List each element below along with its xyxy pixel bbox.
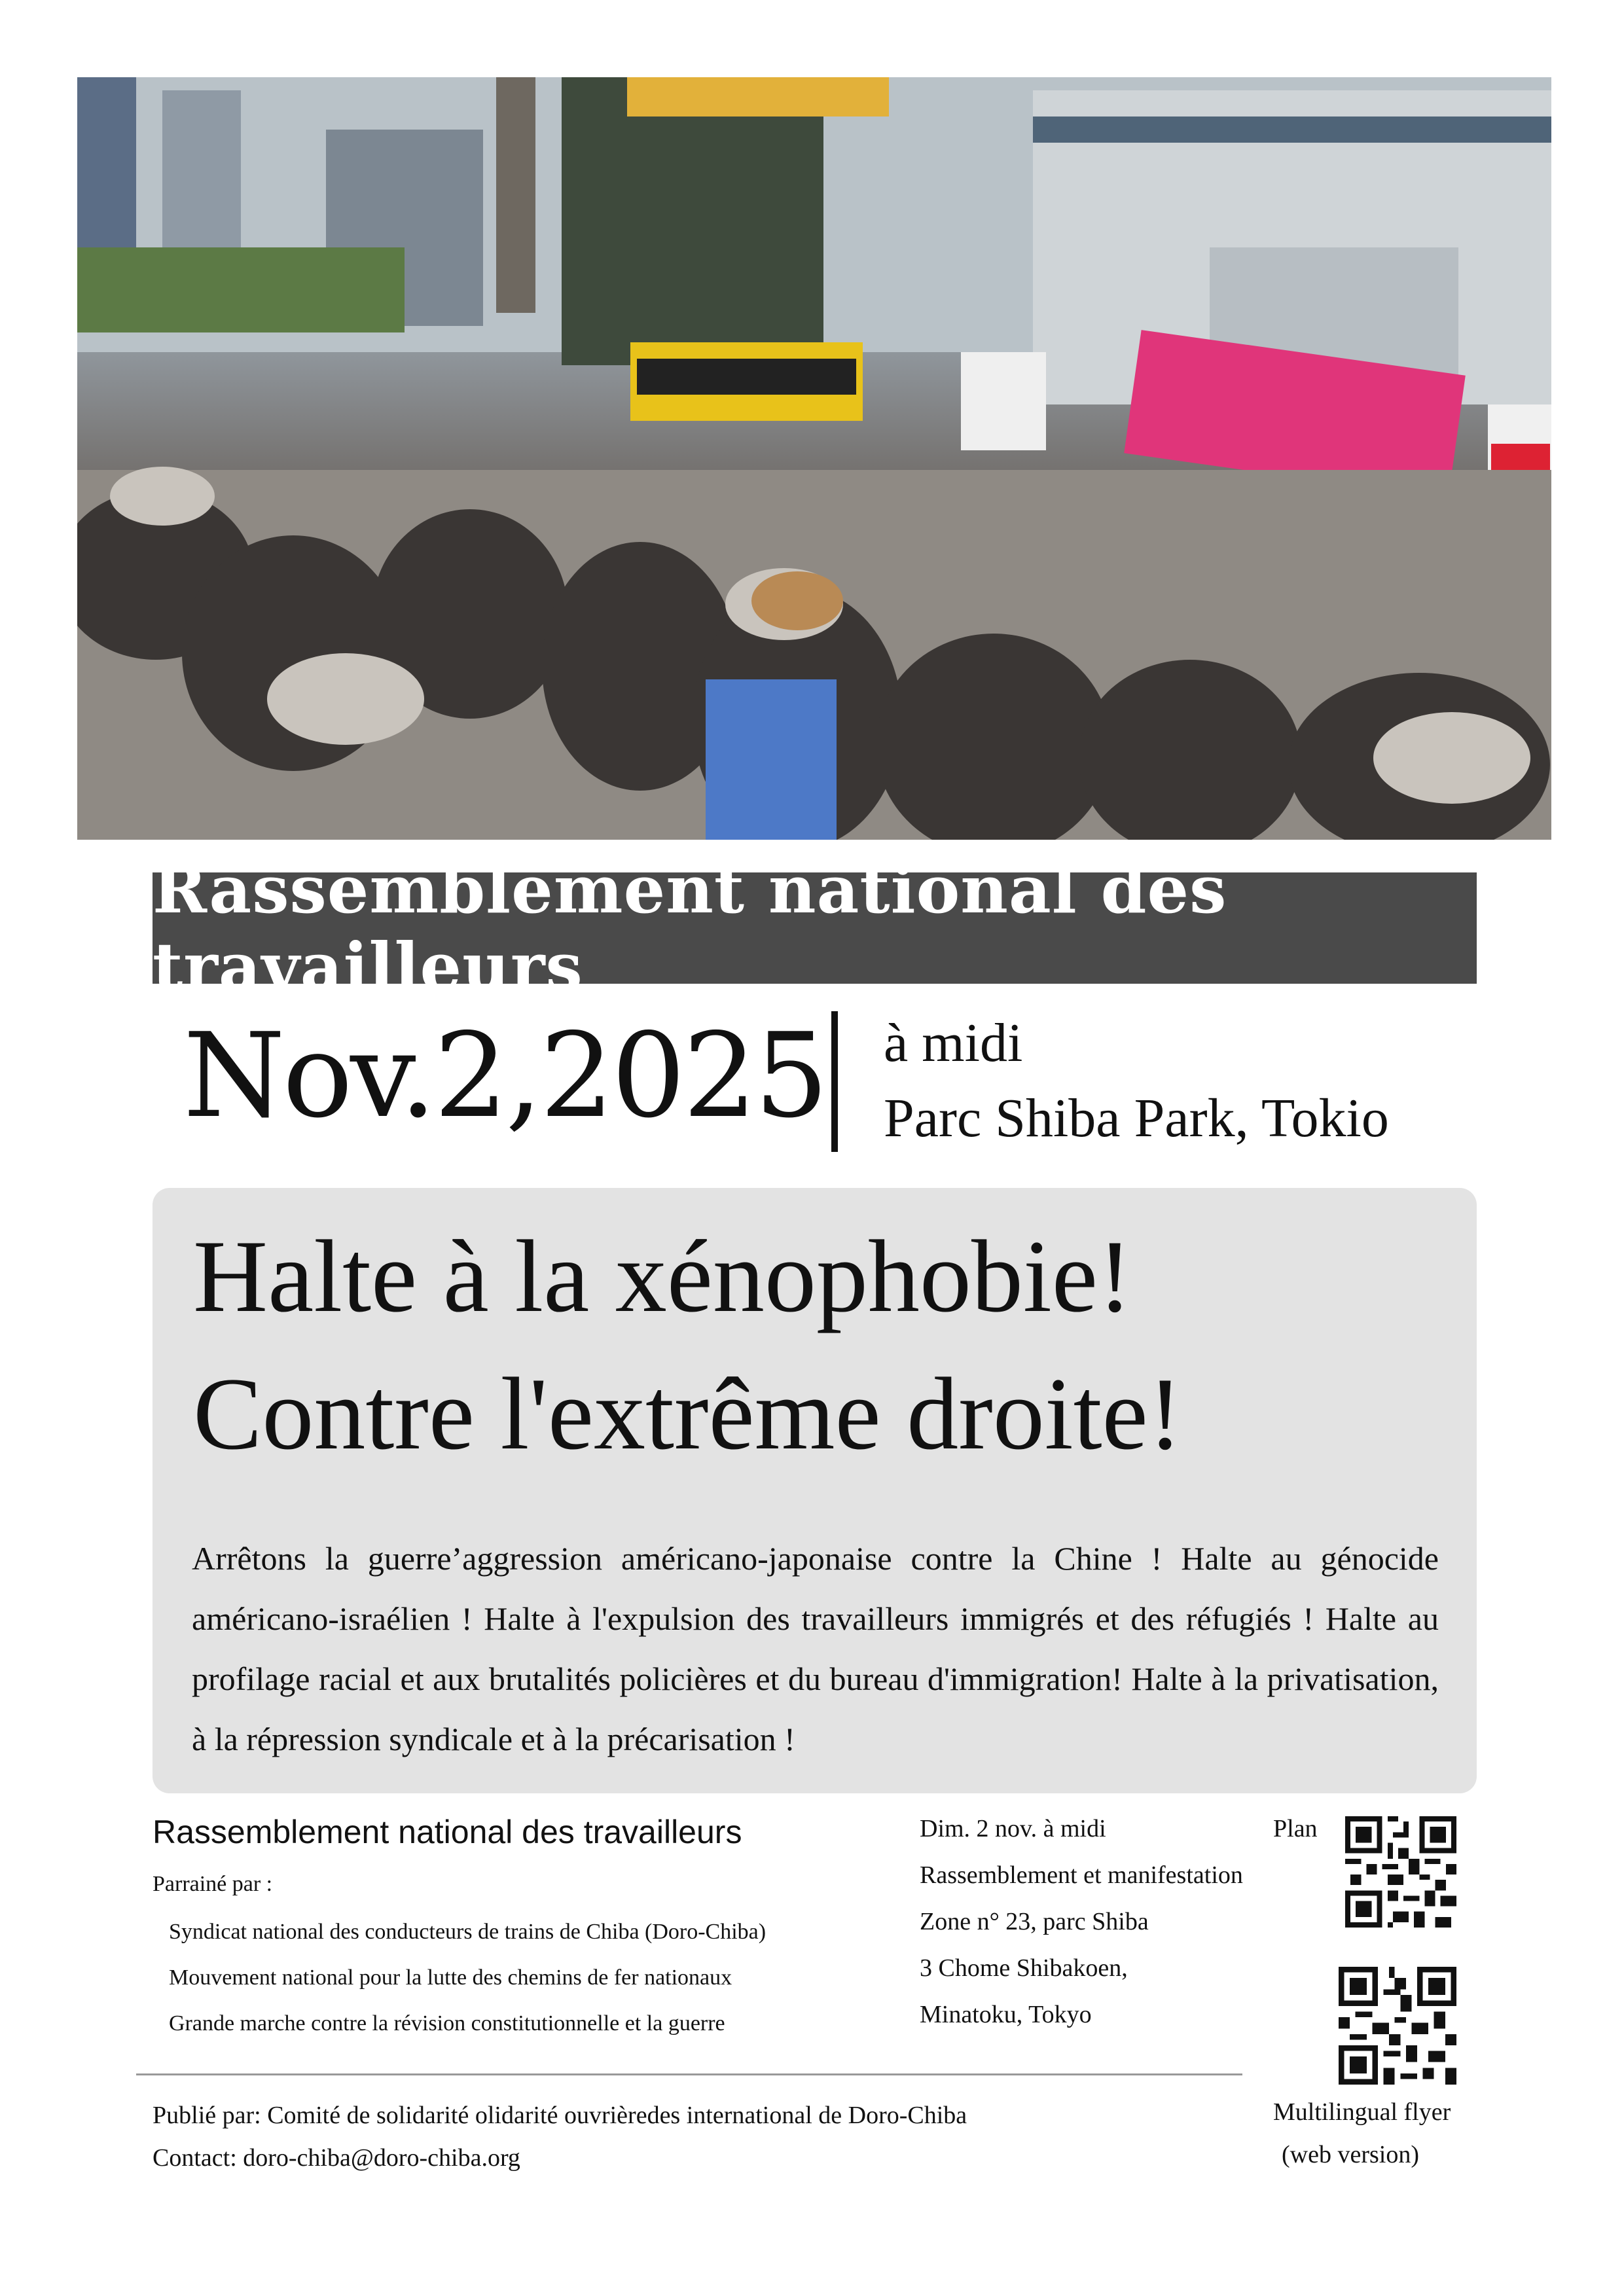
detail-line: Rassemblement et manifestation bbox=[920, 1861, 1243, 1889]
detail-line: 3 Chome Shibakoen, bbox=[920, 1954, 1128, 1982]
sponsor-item: Grande marche contre la révision constitutionnelle et la guerre bbox=[169, 2011, 725, 2036]
event-time: à midi bbox=[884, 1013, 1023, 1073]
title-bar bbox=[153, 851, 1477, 1005]
map-qr-code[interactable] bbox=[1345, 1816, 1456, 1928]
event-date: Nov.2,2025 bbox=[183, 1008, 826, 1143]
flyer-qr-code[interactable] bbox=[1339, 1967, 1456, 2085]
event-place: Parc Shiba Park, Tokio bbox=[884, 1088, 1389, 1149]
sponsor-label: Parrainé par : bbox=[153, 1872, 273, 1896]
demands-text: Arrêtons la guerre’aggression américano-japonaise contre la Chine ! Halte au génocide américano-israélien ! Halte à l'expulsion des travailleurs immigrés et des réfugiés ! Halte au profilage racial et aux brutalités policières et du bureau d'immigration! Halte à la privatisation, à la répression syndicale et à la précarisation ! bbox=[192, 1540, 1439, 1757]
footer-divider bbox=[136, 2073, 1242, 2075]
plan-label: Plan bbox=[1273, 1815, 1318, 1842]
sponsor-item: Syndicat national des conducteurs de trains de Chiba (Doro-Chiba) bbox=[169, 1920, 767, 1944]
demonstration-photo bbox=[77, 77, 1551, 840]
contact-line[interactable]: Contact: doro-chiba@doro-chiba.org bbox=[153, 2144, 520, 2172]
sponsor-item: Mouvement national pour la lutte des chemins de fer nationaux bbox=[169, 1965, 732, 1990]
slogan-line-2: Contre l'extrême droite! bbox=[193, 1357, 1183, 1471]
organizer-title: Rassemblement national des travailleurs bbox=[153, 1814, 742, 1850]
flyer-label: Multilingual flyer bbox=[1273, 2098, 1451, 2126]
publisher-line: Publié par: Comité de solidarité olidarité ouvrièredes international de Doro-Chiba bbox=[153, 2102, 967, 2129]
detail-line: Dim. 2 nov. à midi bbox=[920, 1815, 1106, 1842]
flyer-sublabel: (web version) bbox=[1282, 2141, 1419, 2168]
slogan-line-1: Halte à la xénophobie! bbox=[193, 1219, 1132, 1334]
date-divider bbox=[831, 1011, 838, 1152]
detail-line: Zone n° 23, parc Shiba bbox=[920, 1908, 1149, 1935]
page-title: Rassemblement national des travailleurs bbox=[153, 851, 1227, 1005]
detail-line: Minatoku, Tokyo bbox=[920, 2001, 1092, 2028]
